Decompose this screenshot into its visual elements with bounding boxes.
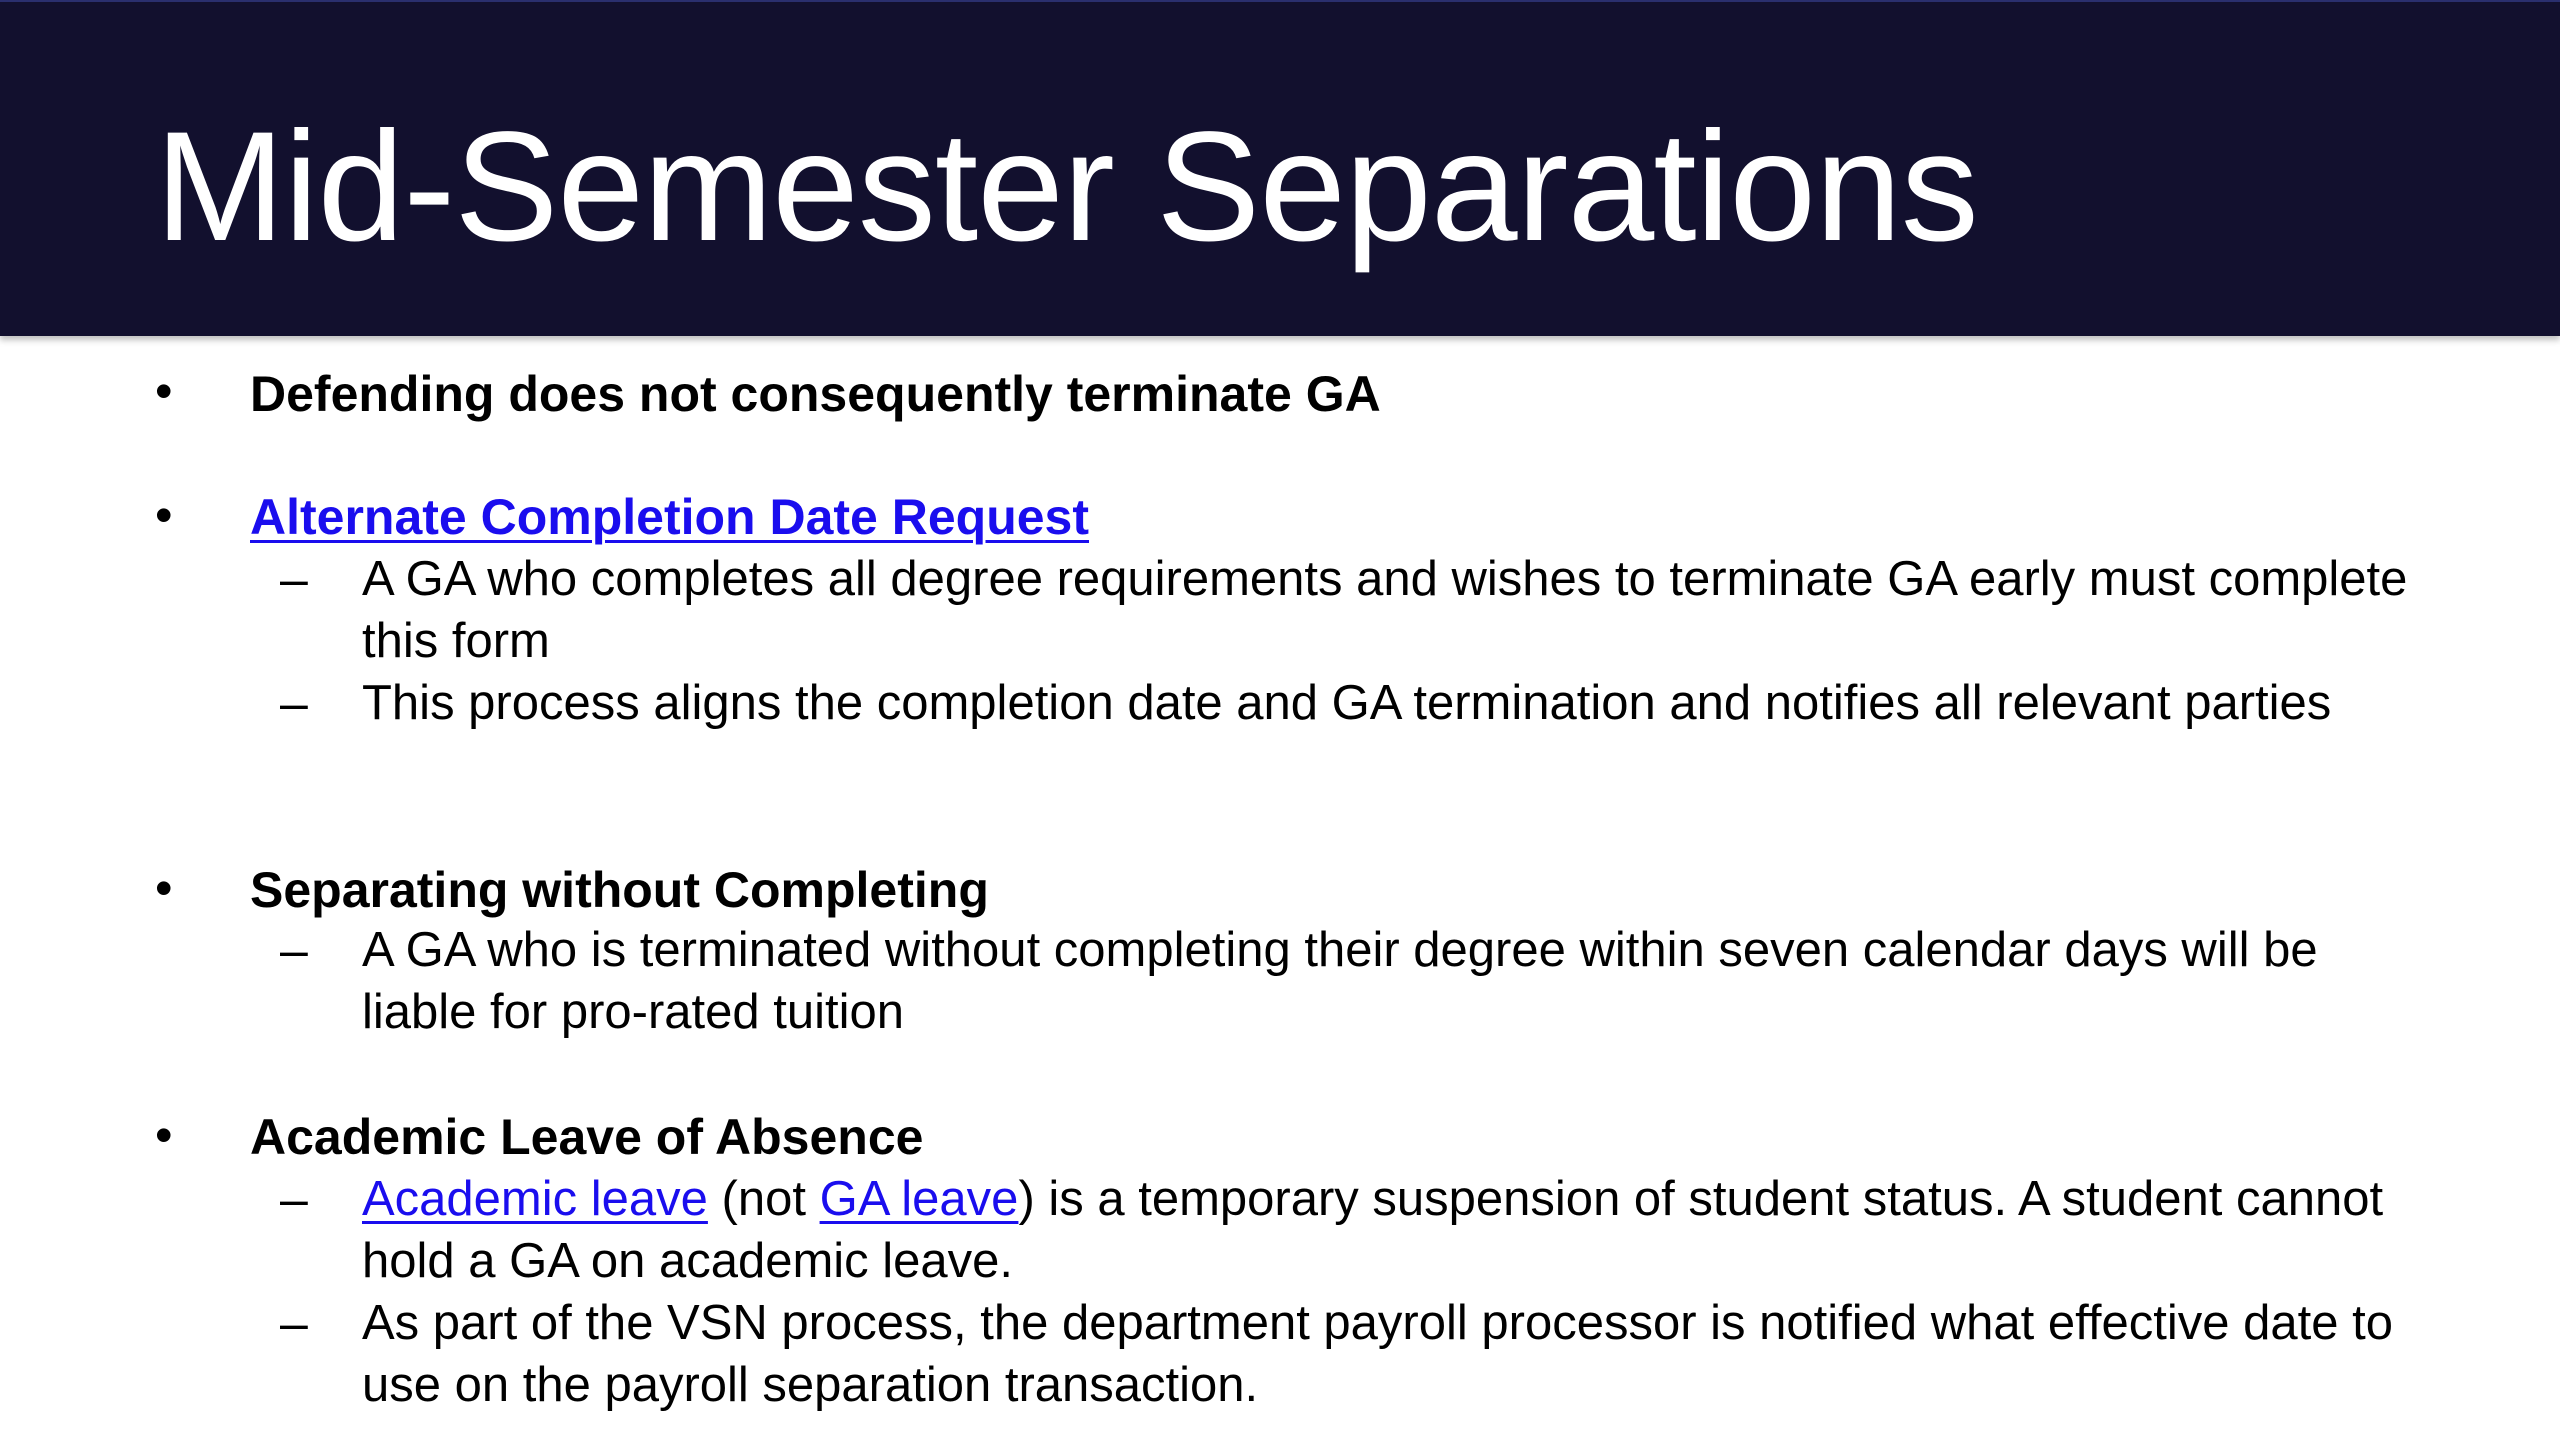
bullet-marker: • — [155, 363, 173, 419]
sub-bullet-aligns-date: This process aligns the completion date and GA termination and notifies all relevant parties — [362, 676, 2332, 730]
sub-bullet-complete-form: A GA who completes all degree requirements and wishes to terminate GA early must complete this form — [362, 552, 2408, 668]
ga-leave-link[interactable]: GA leave — [819, 1172, 1019, 1226]
alternate-completion-date-request-link[interactable]: Alternate Completion Date Request — [250, 489, 1090, 545]
bullet-marker: • — [155, 487, 173, 543]
slide-title: Mid-Semester Separations — [155, 100, 1978, 274]
sub-bullet-dash: – — [280, 1171, 308, 1227]
sub-bullet-dash: – — [280, 922, 308, 978]
academic-leave-link[interactable]: Academic leave — [362, 1172, 708, 1226]
bullet-marker: • — [155, 1107, 173, 1163]
sub-bullet-dash: – — [280, 1295, 308, 1351]
sub-bullet-dash: – — [280, 675, 308, 731]
sub-bullet-dash: – — [280, 551, 308, 607]
bullet-heading-defending: Defending does not consequently terminate GA — [250, 366, 1381, 422]
bullet-heading-academic-leave: Academic Leave of Absence — [250, 1109, 924, 1165]
sub-bullet-vsn-process: As part of the VSN process, the department payroll processor is notified what effective date to use on the payroll separation transaction. — [362, 1296, 2393, 1412]
bullet-heading-separating: Separating without Completing — [250, 862, 989, 918]
bullet-marker: • — [155, 860, 173, 916]
sub-text-fragment: (not — [707, 1172, 820, 1226]
sub-bullet-pro-rated-tuition: A GA who is terminated without completing their degree within seven calendar days will be liable for pro-rated tuition — [362, 923, 2318, 1039]
sub-text-fragment: ) is a temporary suspension of student status. A student cannot hold a GA on academic leave. — [362, 1172, 2384, 1288]
sub-bullet-academic-leave-definition — [362, 1168, 2422, 1292]
